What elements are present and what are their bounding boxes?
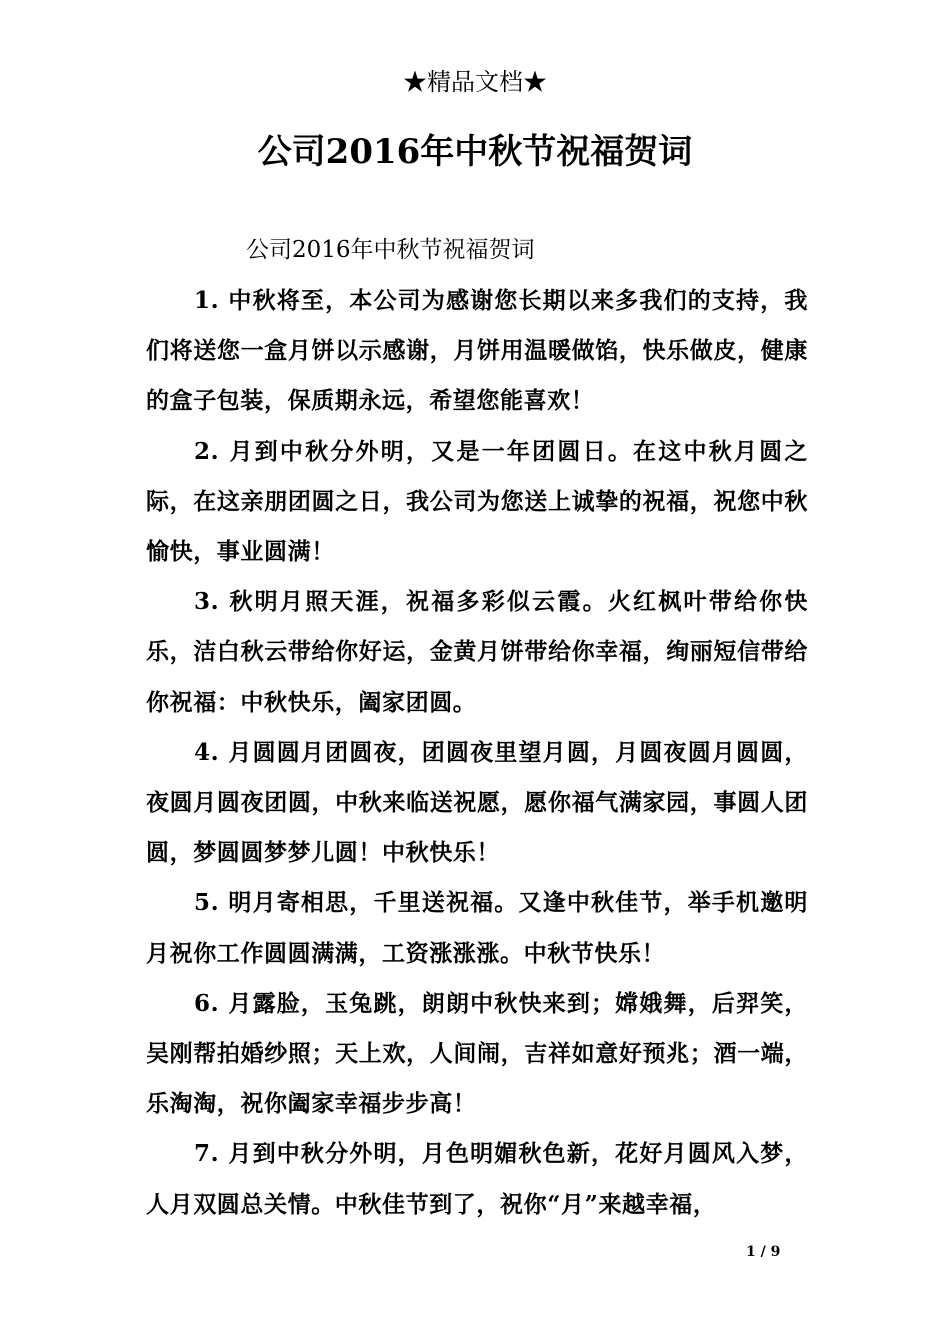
paragraph-2: 2. 月到中秋分外明，又是一年团圆日。在这中秋月圆之际，在这亲朋团圆之日，我公司为您送上诚挚的祝福，祝您中秋愉快，事业圆满！ [146, 437, 808, 566]
paragraph-6: 6. 月露脸，玉兔跳，朗朗中秋快来到；嫦娥舞，后羿笑，吴刚帮拍婚纱照；天上欢，人间闹，吉祥如意好预兆；酒一端，乐淘淘，祝你阖家幸福步步高！ [146, 989, 808, 1118]
document-body [146, 224, 808, 1230]
paragraph-5: 5. 明月寄相思，千里送祝福。又逢中秋佳节，举手机邀明月祝你工作圆圆满满，工资涨涨涨。中秋节快乐！ [146, 889, 808, 967]
paragraph-7: 7. 月到中秋分外明，月色明媚秋色新，花好月圆风入梦，人月双圆总关情。中秋佳节到了，祝你“月”来越幸福， [146, 1140, 808, 1218]
document-subtitle: 公司2016年中秋节祝福贺词 [246, 237, 535, 263]
paragraph-3: 3. 秋明月照天涯，祝福多彩似云霞。火红枫叶带给你快乐，洁白秋云带给你好运，金黄月饼带给你幸福，绚丽短信带给你祝福：中秋快乐，阖家团圆。 [146, 588, 808, 716]
paragraph-1: 1. 中秋将至，本公司为感谢您长期以来多我们的支持，我们将送您一盒月饼以示感谢，月饼用温暖做馅，快乐做皮，健康的盒子包装，保质期永远，希望您能喜欢！ [146, 287, 808, 415]
document-header-label: ★精品文档★ [403, 68, 547, 96]
page-number: 1 / 9 [746, 1244, 781, 1260]
document-title: 公司2016年中秋节祝福贺词 [257, 132, 693, 172]
paragraph-4: 4. 月圆圆月团圆夜，团圆夜里望月圆，月圆夜圆月圆圆，夜圆月圆夜团圆，中秋来临送祝愿，愿你福气满家园，事圆人团圆，梦圆圆梦梦儿圆！中秋快乐！ [146, 738, 808, 867]
